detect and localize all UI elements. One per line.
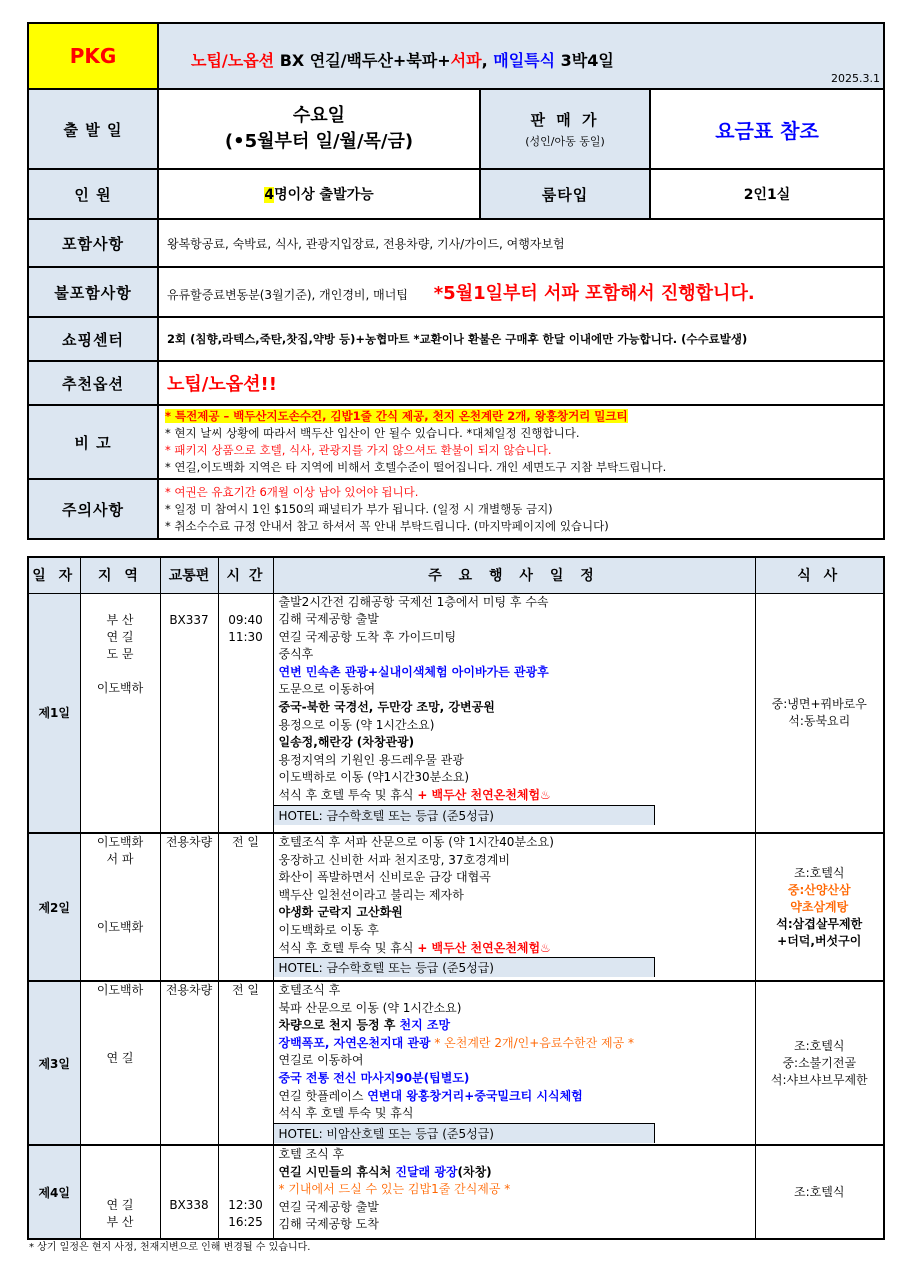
title-route: BX 연길/백두산+북파+: [274, 51, 451, 70]
activity-line: [279, 1035, 755, 1053]
activities-cell: [273, 981, 755, 1145]
activity-line: 연변 민속촌 관광+실내이색체험 아이바가든 관광후: [278, 664, 549, 679]
schedule-row: [28, 981, 884, 1145]
remark-list: [158, 405, 884, 479]
activity-line: 연길 국제공항 도착 후 가이드미팅: [278, 629, 457, 644]
time-cell: 09:40 11:30: [218, 593, 273, 833]
room-value: 2인1실: [650, 169, 884, 219]
header-day: 일 자: [28, 557, 80, 593]
time-cell: 12:30 16:25: [218, 1145, 273, 1239]
remark-item: * 현지 날씨 상황에 따라서 백두산 입산이 안 될수 있습니다. *대체일정 진행합니다.: [165, 426, 580, 440]
exclude-notice: *5월1일부터 서파 포함해서 진행합니다.: [433, 283, 755, 304]
title-duration: 3박4일: [555, 51, 614, 70]
activity-line: 출발2시간전 김해공항 국제선 1층에서 미팅 후 수속: [278, 594, 549, 609]
activity-text: 연길 핫플레이스: [278, 1088, 368, 1103]
transport-cell: 전용차량: [160, 981, 218, 1145]
depart-label: 출 발 일: [28, 89, 158, 169]
activity-highlight: 천지 조망: [399, 1018, 451, 1033]
doc-date: 2025.3.1: [831, 72, 881, 85]
activity-line: [279, 787, 755, 805]
activity-line: 호텔조식 후 서파 산문으로 이동 (약 1시간40분소요): [278, 835, 554, 849]
meal-cell: [755, 833, 884, 981]
day-label: 제2일: [28, 833, 80, 981]
activity-line: 북파 산문으로 이동 (약 1시간소요): [278, 1000, 462, 1015]
activity-line: 호텔 조식 후: [278, 1147, 345, 1161]
remark-label: 비 고: [28, 405, 158, 479]
activity-line: 용정지역의 기원인 용드레우물 관광: [278, 752, 464, 767]
activity-line: [279, 1017, 755, 1035]
activity-line: 이도백화로 이동 후: [278, 922, 379, 937]
activity-text: (차창): [457, 1164, 492, 1179]
activity-text: 연길 시민들의 휴식처: [278, 1164, 396, 1179]
activity-line: 김해 국제공항 출발: [278, 612, 379, 627]
activity-line: 웅장하고 신비한 서파 천지조망, 37호경계비: [278, 852, 510, 867]
pkg-label: PKG: [28, 23, 158, 89]
activity-text: 석식 후 호텔 투숙 및 휴식: [278, 940, 418, 955]
depart-note: (•5월부터 일/월/목/금): [224, 131, 414, 152]
remark-item: * 연길,이도백화 지역은 타 지역에 비해서 호텔수준이 떨어집니다. 개인 세면도구 지참 부탁드립니다.: [165, 460, 667, 474]
title-notip: 노팁/노옵션: [191, 51, 275, 70]
people-value: [158, 169, 480, 219]
room-label: 룸타입: [480, 169, 650, 219]
activity-line: 김해 국제공항 도착: [278, 1217, 379, 1232]
activities-cell: [273, 833, 755, 981]
activity-text: 장백폭포, 자연온천지대 관광: [278, 1035, 431, 1050]
exclude-value: 유류할증료변동분(3월기준), 개인경비, 매너팁: [167, 288, 408, 302]
people-label: 인 원: [28, 169, 158, 219]
transport-cell: 전용차량: [160, 833, 218, 981]
activity-line: 중국-북한 국경선, 두만강 조망, 강변공원: [278, 700, 495, 715]
region-cell: 이도백화 서 파 이도백화: [80, 833, 160, 981]
remark-benefit: * 특전제공 – 백두산지도손수건, 김밥1줄 간식 제공, 천지 온천계란 2개, 왕홍창거리 밀크티: [165, 409, 628, 423]
activities-cell: [273, 593, 755, 833]
remark-item: * 패키지 상품으로 호텔, 식사, 관광지를 가지 않으셔도 환불이 되지 않습니다.: [165, 443, 552, 457]
day-label: 제1일: [28, 593, 80, 833]
meal-breakfast: 조:호텔식: [794, 865, 845, 880]
activity-line: 이도백하로 이동 (약1시간30분소요): [278, 770, 470, 785]
price-label: 판 매 가: [530, 111, 600, 129]
shop-value: 2회 (침향,라텍스,죽탄,찻집,약방 등)+농협마트 *교환이나 환불은 구매후 한달 이내에만 가능합니다. (수수료발생): [158, 317, 884, 361]
option-label: 추천옵션: [28, 361, 158, 405]
include-value: 왕복항공료, 숙박료, 식사, 관광지입장료, 전용차량, 기사/가이드, 여행자보험: [158, 219, 884, 267]
exclude-cell: [158, 267, 884, 317]
include-label: 포함사항: [28, 219, 158, 267]
activity-line: 중식후: [278, 647, 314, 662]
info-table: [27, 22, 885, 540]
shop-label: 쇼핑센터: [28, 317, 158, 361]
activity-line: 일송정,해란강 (차창관광): [278, 735, 415, 750]
onsen-note: + 백두산 천연온천체험♨: [417, 940, 551, 955]
activity-line: 야생화 군락지 고산화원: [278, 905, 403, 920]
header-time: 시 간: [218, 557, 273, 593]
hotel-line: HOTEL: 비암산호텔 또는 등급 (준5성급): [274, 1123, 655, 1143]
activity-text: 차량으로 천지 등정 후: [278, 1018, 400, 1033]
caution-item: * 취소수수료 규정 안내서 참고 하셔서 꼭 안내 부탁드립니다. (마지막페이지에 있습니다): [165, 518, 609, 533]
remark-item: [165, 408, 883, 425]
title-seopa: 서파: [450, 51, 482, 70]
hotel-line: HOTEL: 금수학호텔 또는 등급 (준5성급): [274, 957, 655, 977]
price-sub: (성인/아동 동일): [525, 135, 605, 148]
activity-line: [279, 1164, 755, 1182]
activity-line: 화산이 폭발하면서 신비로운 금강 대협곡: [278, 870, 491, 885]
price-label-cell: [480, 89, 650, 169]
region-cell: 연 길 부 산: [80, 1145, 160, 1239]
caution-item: * 여권은 유효기간 6개월 이상 남아 있어야 됩니다.: [165, 484, 419, 499]
people-min-number: 4: [264, 187, 275, 203]
header-transport: 교통편: [160, 557, 218, 593]
caution-label: 주의사항: [28, 479, 158, 539]
activity-highlight: 연변대 왕홍창거리+중국밀크티 시식체험: [367, 1088, 583, 1103]
schedule-table: [27, 556, 885, 1240]
schedule-footnote: * 상기 일정은 현지 사정, 천재지변으로 인해 변경될 수 있습니다.: [29, 1242, 311, 1253]
header-activities: 주 요 행 사 일 정: [273, 557, 755, 593]
onsen-note: + 백두산 천연온천체험♨: [417, 788, 551, 803]
depart-day: 수요일: [292, 105, 346, 126]
meal-lunch: 중:산양산삼 약초삼계탕: [787, 882, 851, 914]
depart-value: [158, 89, 480, 169]
activity-line: * 기내에서 드실 수 있는 김밥1줄 간식제공 *: [278, 1182, 511, 1197]
activity-line: [279, 1088, 755, 1106]
meal-cell: 중:냉면+꿔바로우 석:동북요리: [755, 593, 884, 833]
region-cell: 이도백하 연 길: [80, 981, 160, 1145]
activity-highlight: * 온천계란 2개/인+음료수한잔 제공 *: [430, 1035, 635, 1050]
transport-cell: BX338: [160, 1145, 218, 1239]
hotel-line: HOTEL: 금수학호텔 또는 등급 (준5성급): [274, 805, 655, 825]
time-cell: 전 일: [218, 981, 273, 1145]
activity-line: 석식 후 호텔 투숙 및 휴식: [278, 1106, 414, 1121]
people-text: 명이상 출발가능: [274, 187, 374, 203]
page-title: [158, 23, 884, 89]
activity-line: 백두산 일천선이라고 불리는 제자하: [278, 887, 464, 902]
activity-line: 연길 국제공항 출발: [278, 1199, 379, 1214]
activity-line: 중국 전통 전신 마사지90분(팁별도): [278, 1070, 470, 1085]
caution-list: [158, 479, 884, 539]
day-label: 제4일: [28, 1145, 80, 1239]
header-region: 지 역: [80, 557, 160, 593]
exclude-label: 불포함사항: [28, 267, 158, 317]
title-comma: ,: [481, 51, 494, 70]
schedule-row: [28, 593, 884, 833]
title-special-meal: 매일특식: [493, 51, 556, 70]
price-value: 요금표 참조: [650, 89, 884, 169]
transport-cell: BX337: [160, 593, 218, 833]
day-label: 제3일: [28, 981, 80, 1145]
activities-cell: [273, 1145, 755, 1239]
region-cell: 부 산 연 길 도 문 이도백하: [80, 593, 160, 833]
activity-line: 연길로 이동하여: [278, 1053, 364, 1068]
activity-line: [279, 940, 755, 958]
activity-line: 도문으로 이동하여: [278, 682, 376, 697]
time-cell: 전 일: [218, 833, 273, 981]
meal-cell: 조:호텔식 중:소불기전골 석:샤브샤브무제한: [755, 981, 884, 1145]
meal-cell: 조:호텔식: [755, 1145, 884, 1239]
activity-line: 호텔조식 후: [278, 983, 341, 997]
header-meals: 식 사: [755, 557, 884, 593]
activity-highlight: 진달래 광장: [395, 1164, 458, 1179]
meal-dinner: 석:삼겹살무제한 +더덕,버섯구이: [776, 916, 863, 948]
activity-text: 석식 후 호텔 투숙 및 휴식: [278, 788, 418, 803]
schedule-row: [28, 833, 884, 981]
schedule-row: [28, 1145, 884, 1239]
activity-line: 용정으로 이동 (약 1시간소요): [278, 717, 435, 732]
caution-item: * 일정 미 참여시 1인 $150의 패널티가 부가 됩니다. (일정 시 개별행동 금지): [165, 501, 553, 516]
option-value: 노팁/노옵션!!: [158, 361, 884, 405]
